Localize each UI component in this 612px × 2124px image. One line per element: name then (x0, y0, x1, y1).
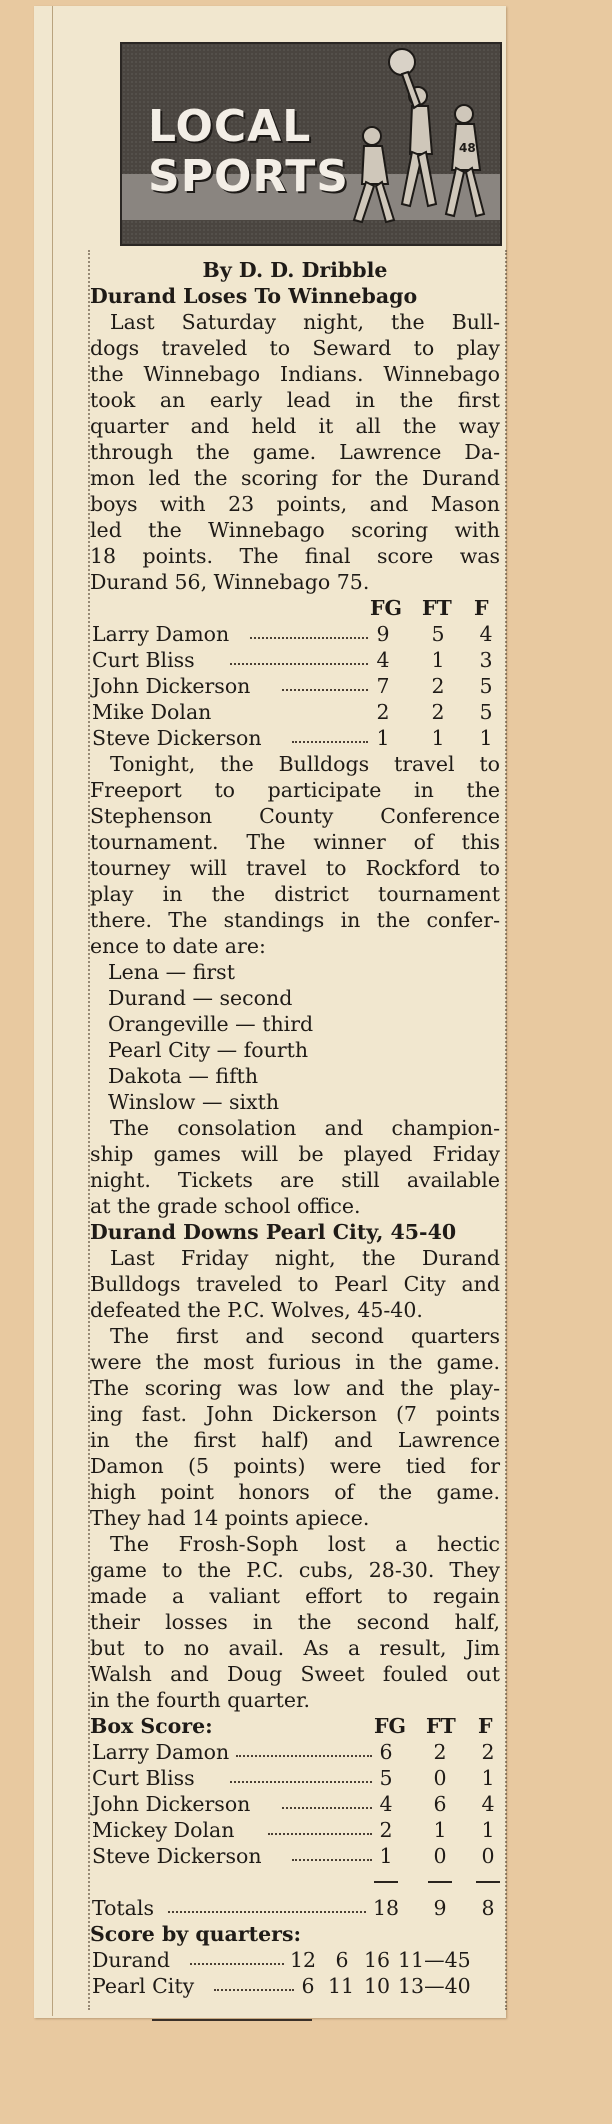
article2-line: in the first half) and Lawrence (90, 1428, 500, 1452)
article2-line: The Frosh-Soph lost a hectic (110, 1532, 500, 1556)
f-value: 4 (481, 1792, 495, 1816)
stats-row (90, 725, 500, 751)
q3-score: 16 (363, 1948, 391, 1972)
fg-value: 9 (376, 622, 390, 646)
fg-value: 7 (376, 674, 390, 698)
article2-line: They had 14 points apiece. (90, 1506, 370, 1530)
player-name: Curt Bliss (92, 1766, 195, 1790)
article2-line: their losses in the second half, (90, 1610, 500, 1634)
tourney-after-line: The consolation and champion- (110, 1116, 500, 1140)
quarters-row (90, 1947, 500, 1973)
ft-value: 1 (433, 1818, 447, 1842)
tourney-line: tournament. The winner of this (90, 830, 500, 854)
box-score-title: Box Score: (90, 1714, 213, 1738)
article1-line: took an early lead in the first (90, 388, 500, 412)
separator-rule (476, 1881, 500, 1883)
leader-dots (250, 637, 368, 639)
banner-title-line1: LOCAL (148, 101, 312, 152)
article2-line: but to no avail. As a result, Jim (90, 1636, 500, 1660)
article2-line: in the fourth quarter. (90, 1688, 311, 1712)
article1-line: 18 points. The final score was (90, 544, 500, 568)
q1-score: 12 (289, 1948, 317, 1972)
ft-value: 5 (431, 622, 445, 646)
player-name: Larry Damon (92, 622, 230, 646)
article2-line: Walsh and Doug Sweet fouled out (90, 1662, 500, 1686)
tourney-after-line: at the grade school office. (90, 1194, 361, 1218)
leader-dots (282, 1807, 372, 1809)
article1-line: through the game. Lawrence Da- (90, 440, 500, 464)
player-name: Steve Dickerson (92, 726, 262, 750)
article1-line: Last Saturday night, the Bull- (110, 310, 500, 334)
box-score-row (90, 1739, 500, 1765)
article1-line: led the Winnebago scoring with (90, 518, 500, 542)
leader-dots (292, 741, 368, 743)
article2-headline: Durand Downs Pearl City, 45-40 (90, 1220, 457, 1244)
standing-item: Lena — first (108, 960, 235, 984)
standing-item: Pearl City — fourth (108, 1038, 309, 1062)
fg-value: 1 (376, 726, 390, 750)
f-value: 1 (481, 1766, 495, 1790)
quarters-row (90, 1973, 500, 1999)
col-ft-header: FT (426, 1714, 456, 1738)
local-sports-banner (120, 42, 502, 246)
player-name: Larry Damon (92, 1740, 230, 1764)
f-value: 4 (479, 622, 493, 646)
totals-separator (90, 1869, 500, 1895)
fg-value: 4 (379, 1792, 393, 1816)
article2-line: high point honors of the game. (90, 1480, 500, 1504)
clipping-fold-line (52, 6, 53, 2016)
stats-row (90, 647, 500, 673)
article1-line: quarter and held it all the way (90, 414, 500, 438)
stats-row (90, 699, 500, 725)
totals-row (90, 1895, 500, 1921)
tourney-after-line: night. Tickets are still available (90, 1168, 500, 1192)
article2-line: made a valiant effort to regain (90, 1584, 500, 1608)
article2-line: defeated the P.C. Wolves, 45-40. (90, 1298, 423, 1322)
f-value: 1 (479, 726, 493, 750)
article1-line: dogs traveled to Seward to play (90, 336, 500, 360)
leader-dots (292, 1859, 372, 1861)
player-name: John Dickerson (92, 674, 251, 698)
ft-value: 6 (433, 1792, 447, 1816)
tourney-after-line: ship games will be played Friday (90, 1142, 500, 1166)
q4-final-score: 13—40 (398, 1974, 471, 1998)
ft-value: 0 (433, 1844, 447, 1868)
box-score-header (90, 1713, 500, 1739)
article2-line: Last Friday night, the Durand (110, 1246, 500, 1270)
banner-title-line2: SPORTS (148, 151, 349, 202)
separator-rule (428, 1881, 452, 1883)
article1-line: boys with 23 points, and Mason (90, 492, 500, 516)
player-name: Mike Dolan (92, 700, 212, 724)
article2-line: Bulldogs traveled to Pearl City and (90, 1272, 500, 1296)
player-name: Curt Bliss (92, 648, 195, 672)
player-name: John Dickerson (92, 1792, 251, 1816)
totals-label: Totals (92, 1896, 154, 1920)
ft-value: 0 (433, 1766, 447, 1790)
article2-line: game to the P.C. cubs, 28-30. They (90, 1558, 500, 1582)
stats-table-header (90, 595, 500, 621)
article2-line: were the most furious in the game. (90, 1350, 500, 1374)
article1-line: Durand 56, Winnebago 75. (90, 570, 370, 594)
ft-value: 2 (433, 1740, 447, 1764)
separator-rule (374, 1881, 398, 1883)
fg-value: 5 (379, 1766, 393, 1790)
col-fg-header: FG (370, 596, 403, 620)
article2-line: Damon (5 points) were tied for (90, 1454, 500, 1478)
f-value: 0 (481, 1844, 495, 1868)
tourney-line: ence to date are: (90, 934, 266, 958)
leader-dots (268, 1833, 372, 1835)
tourney-line: play in the district tournament (90, 882, 500, 906)
q4-final-score: 11—45 (398, 1948, 471, 1972)
box-score-row (90, 1817, 500, 1843)
ft-value: 2 (431, 700, 445, 724)
leader-dots (214, 1989, 294, 1991)
leader-dots (168, 1911, 366, 1913)
fg-value: 6 (379, 1740, 393, 1764)
col-f-header: F (474, 596, 489, 620)
col-fg-header: FG (374, 1714, 407, 1738)
col-ft-header: FT (422, 596, 452, 620)
fg-value: 1 (379, 1844, 393, 1868)
fg-total: 18 (372, 1896, 400, 1920)
f-total: 8 (481, 1896, 495, 1920)
tourney-line: Freeport to participate in the (90, 778, 500, 802)
article2-line: ing fast. John Dickerson (7 points (90, 1402, 500, 1426)
fg-value: 2 (379, 1818, 393, 1842)
article2-line: The scoring was low and the play- (90, 1376, 500, 1400)
ft-total: 9 (433, 1896, 447, 1920)
box-score-row (90, 1765, 500, 1791)
ft-value: 2 (431, 674, 445, 698)
box-score-row (90, 1843, 500, 1869)
byline: By D. D. Dribble (202, 258, 388, 282)
article2-line: The first and second quarters (110, 1324, 500, 1348)
article1-line: the Winnebago Indians. Winnebago (90, 362, 500, 386)
column-rule-right (505, 250, 508, 2010)
leader-dots (282, 689, 368, 691)
f-value: 1 (481, 1818, 495, 1842)
quarters-title: Score by quarters: (90, 1922, 302, 1946)
q2-score: 6 (335, 1948, 349, 1972)
leader-dots (230, 663, 368, 665)
end-rule (152, 2019, 312, 2021)
leader-dots (190, 1963, 284, 1965)
f-value: 3 (479, 648, 493, 672)
banner-title (148, 102, 349, 202)
standing-item: Winslow — sixth (108, 1090, 280, 1114)
ft-value: 1 (431, 726, 445, 750)
article1-line: mon led the scoring for the Durand (90, 466, 500, 490)
f-value: 5 (479, 700, 493, 724)
article-column (90, 257, 500, 1999)
standing-item: Orangeville — third (108, 1012, 314, 1036)
q1-score: 6 (301, 1974, 315, 1998)
ft-value: 1 (431, 648, 445, 672)
tourney-line: Tonight, the Bulldogs travel to (110, 752, 500, 776)
fg-value: 4 (376, 648, 390, 672)
q3-score: 10 (363, 1974, 391, 1998)
tourney-line: Stephenson County Conference (90, 804, 500, 828)
team-name: Pearl City (92, 1974, 195, 1998)
f-value: 5 (479, 674, 493, 698)
team-name: Durand (92, 1948, 170, 1972)
player-name: Mickey Dolan (92, 1818, 235, 1842)
box-score-row (90, 1791, 500, 1817)
leader-dots (236, 1755, 372, 1757)
standing-item: Durand — second (108, 986, 293, 1010)
q2-score: 11 (327, 1974, 355, 1998)
article1-headline: Durand Loses To Winnebago (90, 284, 418, 308)
fg-value: 2 (376, 700, 390, 724)
player-name: Steve Dickerson (92, 1844, 262, 1868)
stats-row (90, 621, 500, 647)
col-f-header: F (478, 1714, 493, 1738)
leader-dots (230, 1781, 372, 1783)
basketball-players-illustration (332, 44, 498, 240)
f-value: 2 (481, 1740, 495, 1764)
svg-text:48: 48 (459, 141, 476, 155)
tourney-line: tourney will travel to Rockford to (90, 856, 500, 880)
standing-item: Dakota — fifth (108, 1064, 259, 1088)
tourney-line: there. The standings in the confer- (90, 908, 500, 932)
stats-row (90, 673, 500, 699)
